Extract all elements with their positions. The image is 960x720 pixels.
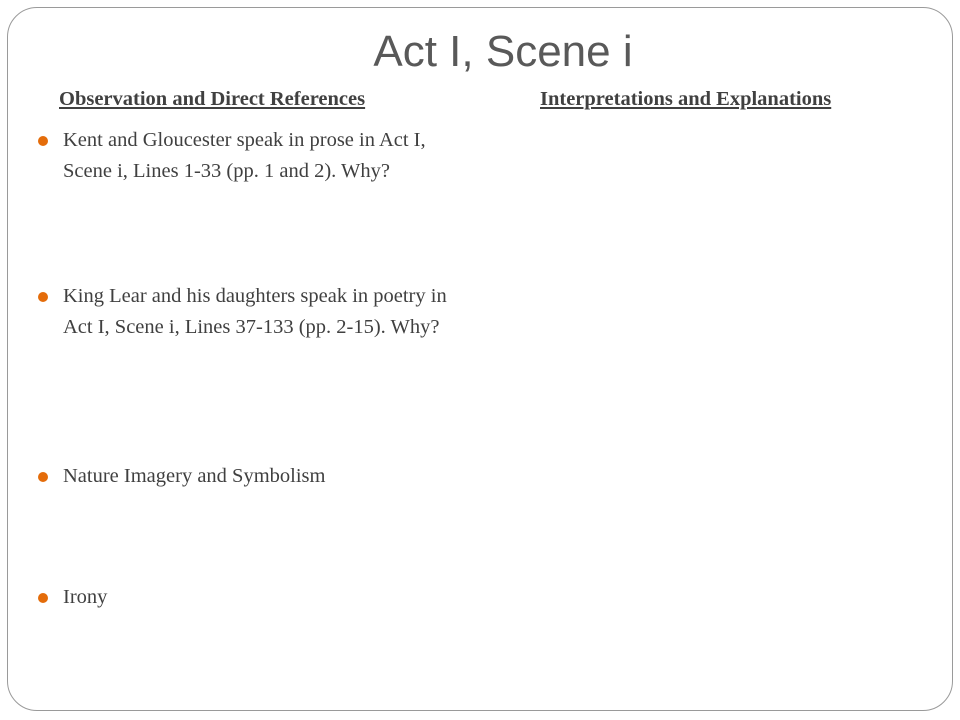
bullet-item-poetry (38, 281, 488, 342)
left-column-heading: Observation and Direct References (59, 88, 366, 110)
bullet-dot-icon (38, 136, 48, 146)
bullet-text: King Lear and his daughters speak in poetry in Act I, Scene i, Lines 37-133 (pp. 2-15). Why? (63, 285, 447, 338)
bullet-text: Nature Imagery and Symbolism (63, 465, 326, 487)
bullet-text: Kent and Gloucester speak in prose in Act I, Scene i, Lines 1-33 (pp. 1 and 2). Why? (63, 129, 426, 182)
bullet-text: Irony (63, 586, 108, 608)
bullet-dot-icon (38, 292, 48, 302)
bullet-dot-icon (38, 593, 48, 603)
bullet-item-irony (38, 582, 488, 613)
slide-title: Act I, Scene i (373, 27, 633, 76)
bullet-item-prose (38, 125, 488, 186)
bullet-item-nature-imagery (38, 461, 488, 492)
bullet-dot-icon (38, 472, 48, 482)
right-column-heading: Interpretations and Explanations (540, 88, 832, 110)
